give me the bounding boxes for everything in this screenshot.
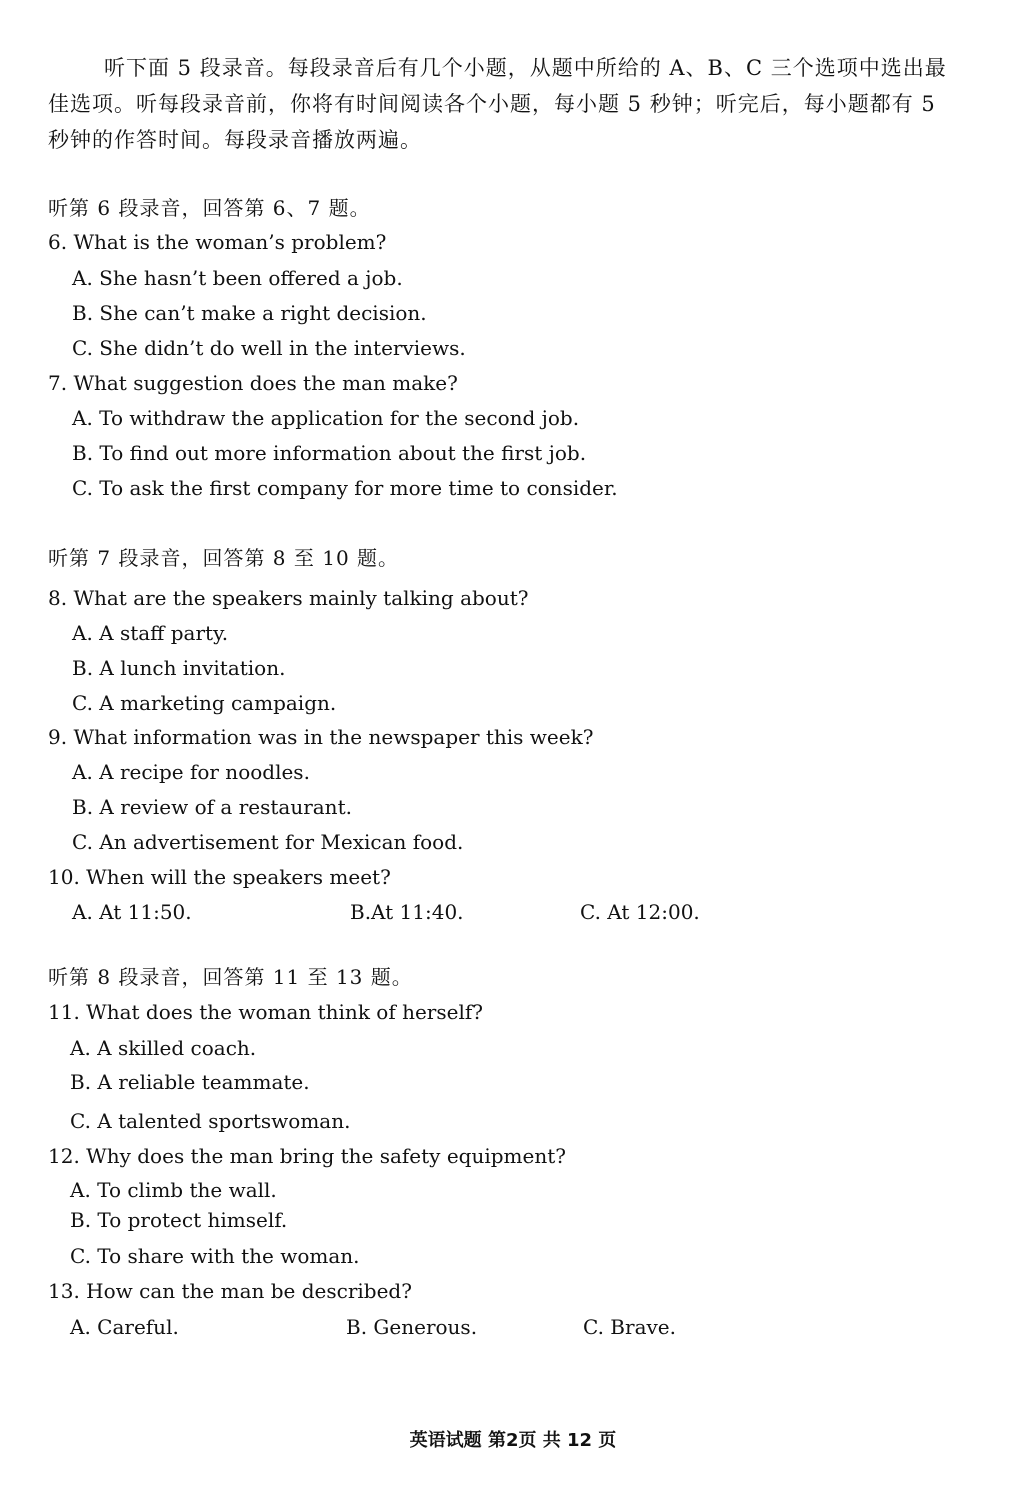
answer-option: A. To climb the wall.: [70, 1178, 277, 1202]
answer-option: A. A staff party.: [72, 621, 229, 645]
question-stem: 11. What does the woman think of herself?: [48, 1000, 483, 1024]
answer-option: C. To share with the woman.: [70, 1244, 360, 1268]
answer-option: C. To ask the first company for more time to consider.: [72, 476, 618, 500]
question-stem: 8. What are the speakers mainly talking about?: [48, 586, 529, 610]
section-heading: 听第 7 段录音，回答第 8 至 10 题。: [48, 546, 400, 570]
section-heading: 听第 8 段录音，回答第 11 至 13 题。: [48, 965, 413, 989]
answer-option: B.At 11:40.: [350, 900, 464, 924]
answer-option: B. To find out more information about the first job.: [72, 441, 587, 465]
answer-option: B. To protect himself.: [70, 1208, 288, 1232]
question-stem: 13. How can the man be described?: [48, 1279, 412, 1303]
answer-option: C. A marketing campaign.: [72, 691, 337, 715]
page-footer: 英语试题 第2页 共 12 页: [409, 1430, 617, 1451]
answer-option: B. She can’t make a right decision.: [72, 301, 427, 325]
instructions: 听下面 5 段录音。每段录音后有几个小题，从题中所给的 A、B、C 三个选项中选出最佳选项。听每段录音前，你将有时间阅读各个小题，每小题 5 秒钟；听完后，每小题都有 5 秒钟的作答时间。每段录音播放两遍。: [48, 56, 947, 152]
answer-option: B. A reliable teammate.: [70, 1070, 310, 1094]
question-stem: 6. What is the woman’s problem?: [48, 230, 387, 254]
answer-option: C. Brave.: [583, 1315, 676, 1339]
section-heading: 听第 6 段录音，回答第 6、7 题。: [48, 196, 371, 220]
answer-option: A. To withdraw the application for the second job.: [72, 406, 580, 430]
answer-option: C. An advertisement for Mexican food.: [72, 830, 464, 854]
answer-option: A. A skilled coach.: [70, 1036, 257, 1060]
answer-option: B. Generous.: [346, 1315, 478, 1339]
answer-option: A. A recipe for noodles.: [72, 760, 310, 784]
answer-option: B. A review of a restaurant.: [72, 795, 352, 819]
answer-option: B. A lunch invitation.: [72, 656, 286, 680]
question-stem: 12. Why does the man bring the safety equipment?: [48, 1144, 566, 1168]
answer-option: A. Careful.: [70, 1315, 179, 1339]
question-stem: 10. When will the speakers meet?: [48, 865, 391, 889]
answer-option: C. A talented sportswoman.: [70, 1109, 351, 1133]
answer-option: A. At 11:50.: [72, 900, 192, 924]
answer-option: C. At 12:00.: [580, 900, 700, 924]
answer-option: A. She hasn’t been offered a job.: [72, 266, 403, 290]
question-stem: 7. What suggestion does the man make?: [48, 371, 458, 395]
question-stem: 9. What information was in the newspaper this week?: [48, 725, 594, 749]
answer-option: C. She didn’t do well in the interviews.: [72, 336, 466, 360]
